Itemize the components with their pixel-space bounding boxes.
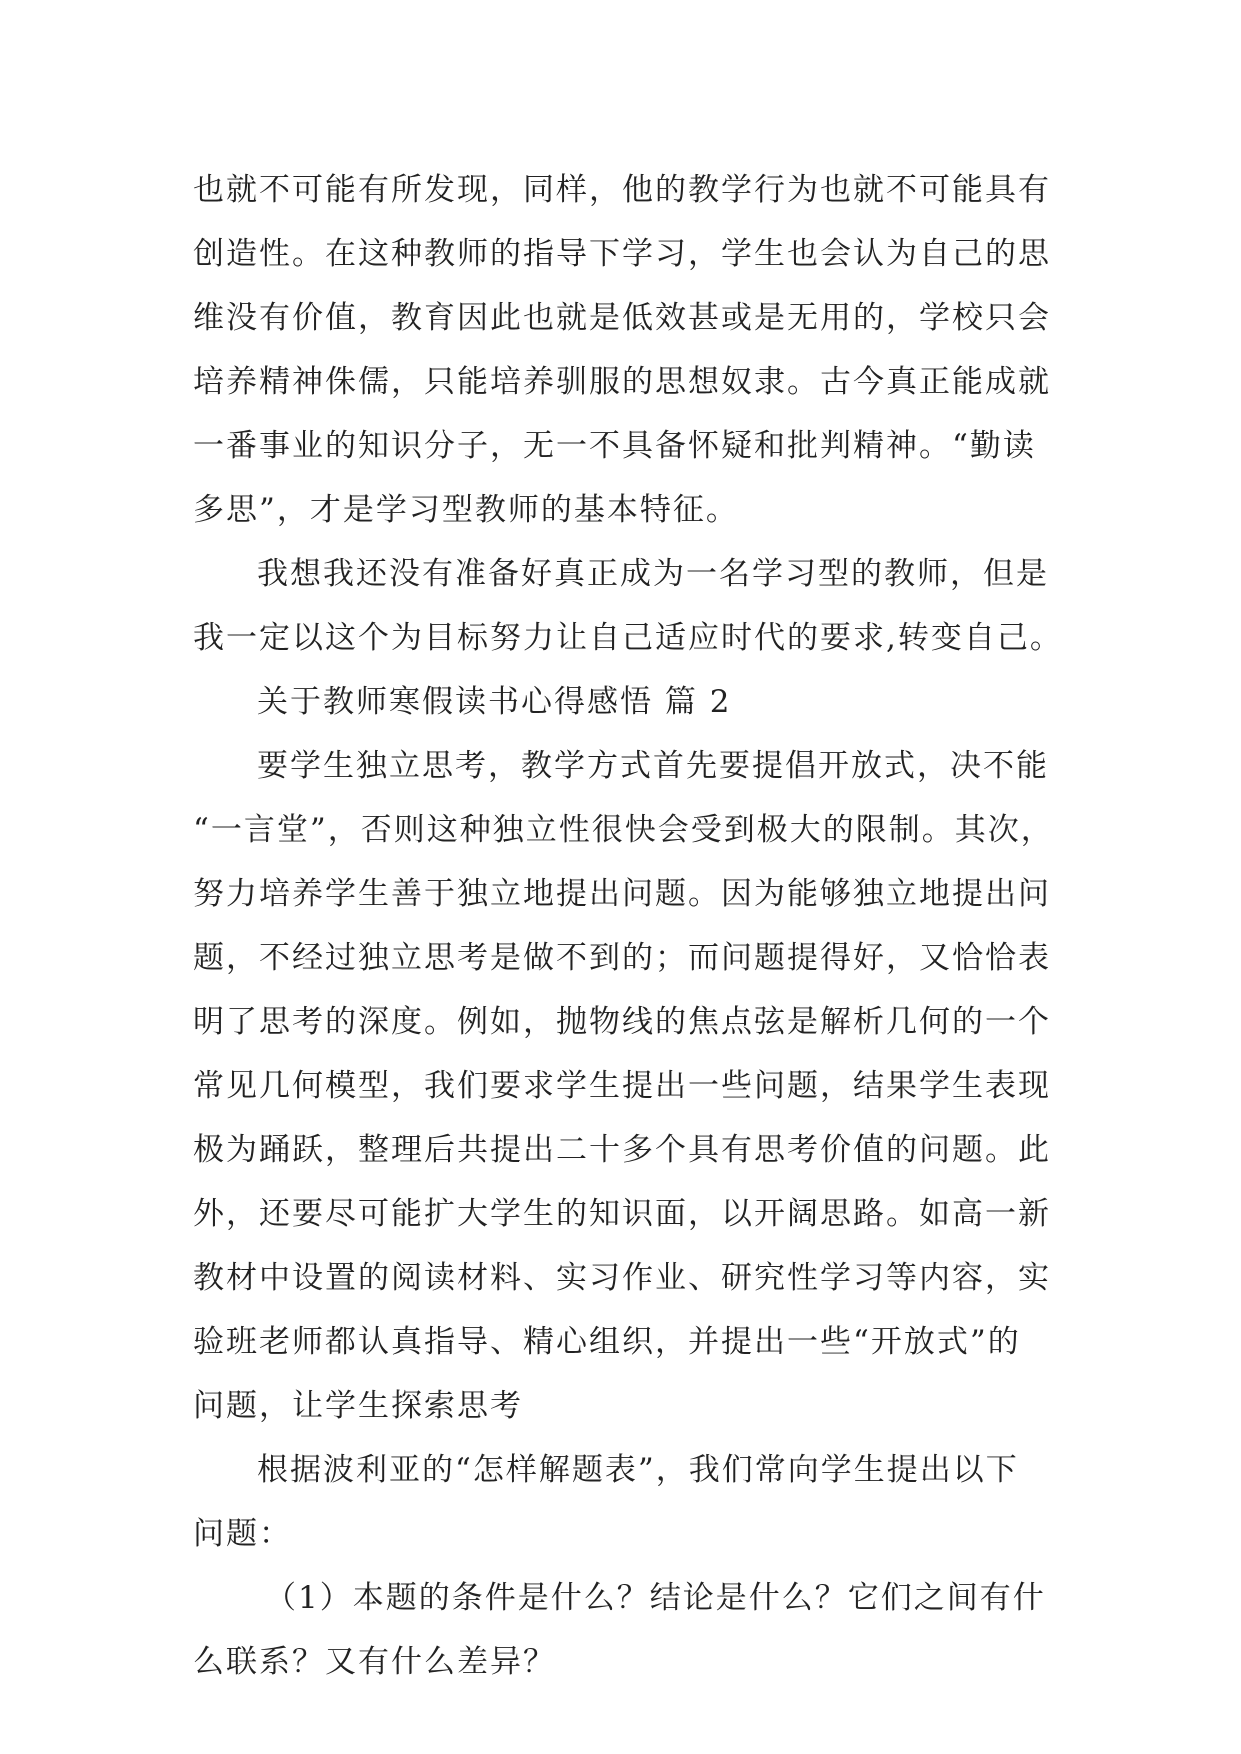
paragraph-line: “一言堂”，否则这种独立性很快会受到极大的限制。其次， [193,812,1054,848]
list-item-line: （1）本题的条件是什么？结论是什么？它们之间有什 [265,1580,1046,1616]
paragraph-line: 我一定以这个为目标努力让自己适应时代的要求,转变自己。 [193,620,1063,656]
paragraph-line: 我想我还没有准备好真正成为一名学习型的教师，但是 [257,556,1049,592]
paragraph-line: 根据波利亚的“怎样解题表”，我们常向学生提出以下 [257,1452,1019,1488]
section-heading: 关于教师寒假读书心得感悟 篇 2 [257,684,732,720]
paragraph-line: 题，不经过独立思考是做不到的；而问题提得好，又恰恰表 [193,940,1051,976]
paragraph-line: 外，还要尽可能扩大学生的知识面，以开阔思路。如高一新 [193,1196,1051,1232]
paragraph-line: 培养精神侏儒，只能培养驯服的思想奴隶。古今真正能成就 [193,364,1051,400]
paragraph-line: 常见几何模型，我们要求学生提出一些问题，结果学生表现 [193,1068,1051,1104]
paragraph-line: 要学生独立思考，教学方式首先要提倡开放式，决不能 [257,748,1049,784]
paragraph-line: 一番事业的知识分子，无一不具备怀疑和批判精神。“勤读 [193,428,1036,464]
paragraph-line: 验班老师都认真指导、精心组织，并提出一些“开放式”的 [193,1324,1021,1360]
paragraph-line: 问题，让学生探索思考 [193,1388,523,1424]
list-item-line: 么联系？又有什么差异？ [193,1644,556,1680]
paragraph-line: 多思”，才是学习型教师的基本特征。 [193,492,739,528]
paragraph-line: 维没有价值，教育因此也就是低效甚或是无用的，学校只会 [193,300,1051,336]
paragraph-line: 努力培养学生善于独立地提出问题。因为能够独立地提出问 [193,876,1051,912]
paragraph-line: 明了思考的深度。例如，抛物线的焦点弦是解析几何的一个 [193,1004,1051,1040]
paragraph-line: 也就不可能有所发现，同样，他的教学行为也就不可能具有 [193,172,1051,208]
paragraph-line: 教材中设置的阅读材料、实习作业、研究性学习等内容，实 [193,1260,1051,1296]
paragraph-line: 创造性。在这种教师的指导下学习，学生也会认为自己的思 [193,236,1051,272]
document-body [193,158,1063,1694]
paragraph-line: 极为踊跃，整理后共提出二十多个具有思考价值的问题。此 [193,1132,1051,1168]
paragraph-line: 问题： [193,1516,292,1552]
